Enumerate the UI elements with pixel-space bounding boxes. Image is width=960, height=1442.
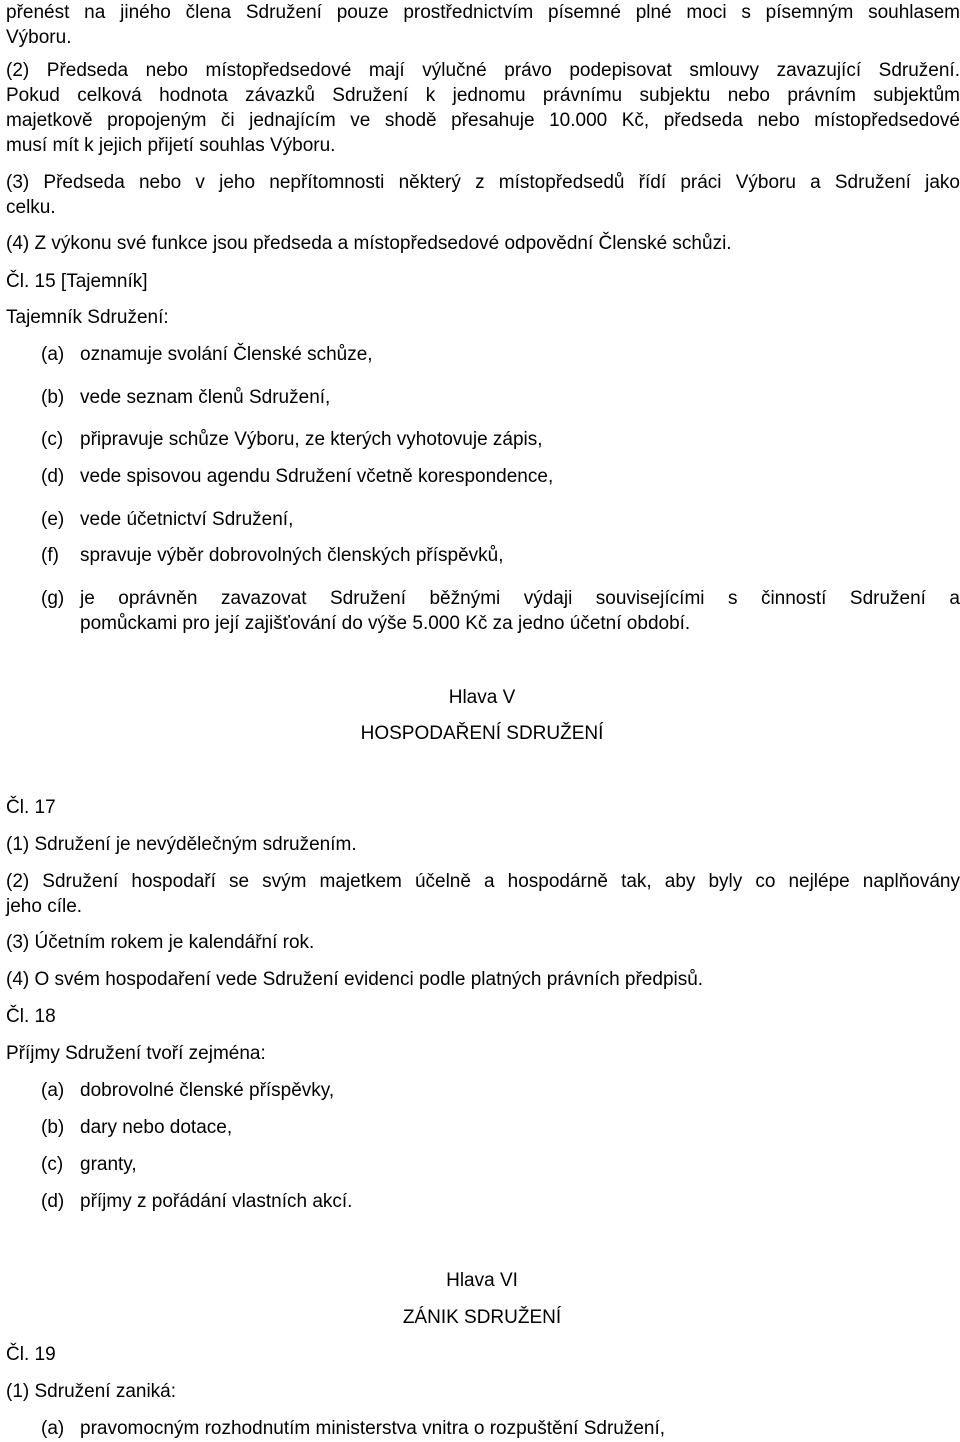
list-item-letter: (f) [41,545,59,566]
paragraph-line: (1) Sdružení je nevýdělečným sdružením. [6,834,357,855]
list-item-letter: (a) [41,1080,65,1101]
list-item [41,586,960,636]
list-item [41,427,960,452]
list-item-letter: (a) [41,1418,65,1439]
list-item-text: je oprávněn zavazovat Sdružení běžnými výdaji souvisejícími s činností Sdružení a [80,588,960,609]
paragraph-3-line-1 [6,170,960,195]
list-item-letter: (b) [41,387,65,408]
article-15-intro [6,305,960,330]
chapter-title [0,685,960,710]
paragraph-2-line-4 [6,133,960,158]
paragraph-line: jeho cíle. [6,896,83,917]
article-heading: Čl. 18 [6,1006,56,1027]
article-heading: Čl. 17 [6,797,56,818]
paragraph-line: Výboru. [6,27,72,48]
article-19-intro [6,1379,960,1404]
paragraph-2-line-1 [6,58,960,83]
list-item-letter: (c) [41,429,64,450]
chapter-subtitle [0,1305,960,1330]
list-item-text: připravuje schůze Výboru, ze kterých vyhotovuje zápis, [80,429,543,450]
paragraph-continuation [6,0,960,25]
paragraph-line: (4) O svém hospodaření vede Sdružení evidenci podle platných právních předpisů. [6,969,704,990]
paragraph-4 [6,231,960,256]
paragraph-2-line-2 [6,83,960,108]
list-item [41,1078,960,1103]
paragraph-2-line-3 [6,108,960,133]
list-item [41,342,960,367]
list-item-letter: (d) [41,1191,65,1212]
chapter-title [0,1268,960,1293]
chapter-number: Hlava VI [446,1270,518,1291]
paragraph-line: (3) Účetním rokem je kalendářní rok. [6,932,315,953]
article-15-heading [6,269,960,294]
paragraph-line: Pokud celková hodnota závazků Sdružení k jednomu právnímu subjektu nebo právním subjektům [6,85,960,106]
paragraph-line: celku. [6,197,56,218]
chapter-name: HOSPODAŘENÍ SDRUŽENÍ [360,723,604,744]
list-item-text: spravuje výběr dobrovolných členských příspěvků, [80,545,504,566]
article-17-paragraph-2-line-1 [6,869,960,894]
chapter-number: Hlava V [448,687,516,708]
list-item [41,507,960,532]
list-item-letter: (e) [41,509,65,530]
list-item-letter: (g) [41,588,65,609]
list-item-text: pravomocným rozhodnutím ministerstva vnitra o rozpuštění Sdružení, [80,1418,666,1439]
list-item-text: příjmy z pořádání vlastních akcí. [80,1191,353,1212]
article-17-paragraph-4 [6,967,960,992]
list-item [41,1152,960,1177]
list-item-text: pomůckami pro její zajišťování do výše 5.000 Kč za jedno účetní období. [80,613,691,634]
article-17-paragraph-2-line-2 [6,894,960,919]
article-18-heading [6,1004,960,1029]
list-item [41,464,960,489]
article-18-intro [6,1041,960,1066]
list-item-text: vede spisovou agendu Sdružení včetně korespondence, [80,466,554,487]
list-item [41,1115,960,1140]
article-19-heading [6,1342,960,1367]
list-item [41,385,960,410]
list-item [41,543,960,568]
paragraph-line: (4) Z výkonu své funkce jsou předseda a místopředsedové odpovědní Členské schůzi. [6,233,732,254]
article-17-paragraph-1 [6,832,960,857]
list-item-text: vede účetnictví Sdružení, [80,509,294,530]
paragraph-line: (3) Předseda nebo v jeho nepřítomnosti některý z místopředsedů řídí práci Výboru a Sdružení jako [6,172,960,193]
chapter-subtitle [0,721,960,746]
chapter-name: ZÁNIK SDRUŽENÍ [402,1307,562,1328]
article-17-paragraph-3 [6,930,960,955]
article-intro: Tajemník Sdružení: [6,307,169,328]
article-intro: Příjmy Sdružení tvoří zejména: [6,1043,266,1064]
paragraph-continuation-end [6,25,960,50]
article-heading: Čl. 15 [Tajemník] [6,271,148,292]
article-17-heading [6,795,960,820]
paragraph-line: musí mít k jejich přijetí souhlas Výboru. [6,135,336,156]
list-item-letter: (d) [41,466,65,487]
article-heading: Čl. 19 [6,1344,56,1365]
article-intro: (1) Sdružení zaniká: [6,1381,177,1402]
list-item [41,1189,960,1214]
paragraph-line: (2) Sdružení hospodaří se svým majetkem účelně a hospodárně tak, aby byly co nejlépe naplňovány [6,871,960,892]
paragraph-line: přenést na jiného člena Sdružení pouze prostřednictvím písemné plné moci s písemným souhlasem [6,2,960,23]
paragraph-3-line-2 [6,195,960,220]
list-item-text: oznamuje svolání Členské schůze, [80,344,373,365]
list-item-letter: (b) [41,1117,65,1138]
list-item [41,1416,960,1441]
list-item-text: dary nebo dotace, [80,1117,233,1138]
list-item-text: vede seznam členů Sdružení, [80,387,331,408]
list-item-letter: (c) [41,1154,64,1175]
list-item-letter: (a) [41,344,65,365]
paragraph-line: majetkově propojeným či jednajícím ve shodě přesahuje 10.000 Kč, předseda nebo místopředsedové [6,110,960,131]
list-item-text: dobrovolné členské příspěvky, [80,1080,335,1101]
list-item-text: granty, [80,1154,137,1175]
paragraph-line: (2) Předseda nebo místopředsedové mají výlučné právo podepisovat smlouvy zavazující Sdružení. [6,60,960,81]
